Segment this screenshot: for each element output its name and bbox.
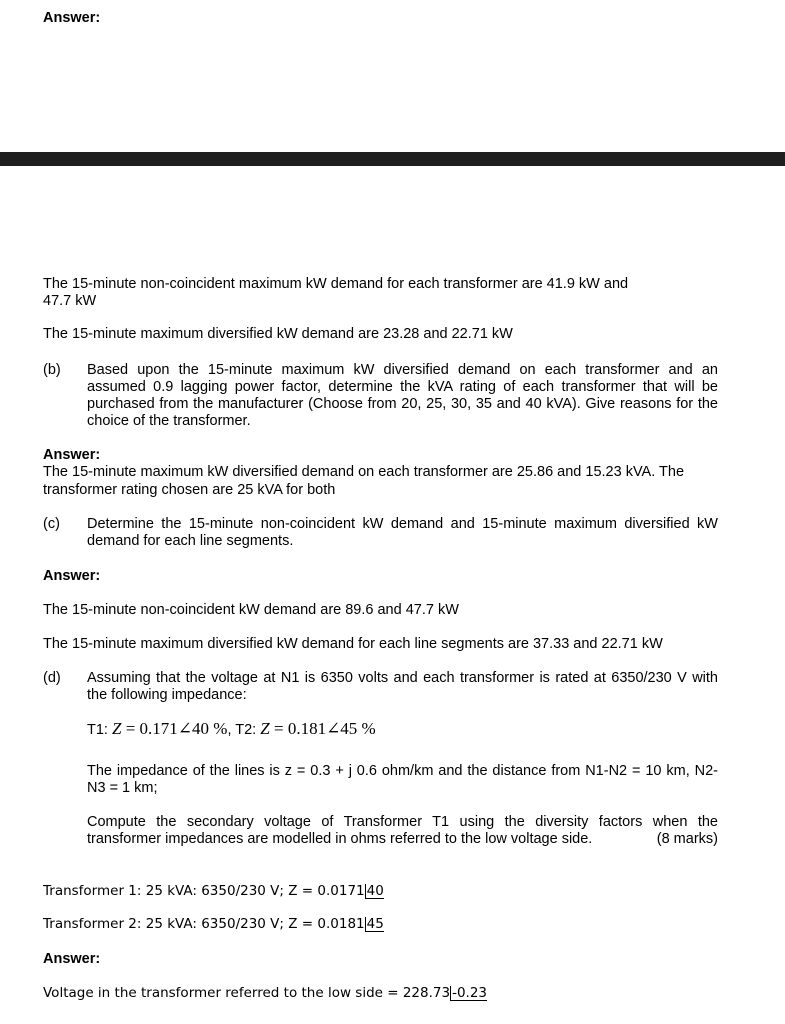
part-c-answer-line1: The 15-minute non-coincident kW demand are 89.6 and 47.7 kW xyxy=(43,602,459,618)
t2-impedance-formula xyxy=(260,719,375,738)
transformer-1-spec xyxy=(43,883,384,900)
transformer-1-angle: 40 xyxy=(366,883,384,899)
final-answer xyxy=(43,985,487,1002)
part-b-question: Based upon the 15-minute maximum kW diversified demand on each transformer and an assumed 0.9 lagging power factor, determine the kVA rating of each transformer that will be purchased from the manufacturer (Choose from 20, 25, 30, 35 and 40 kVA). Give reasons for the choice of the transformer. xyxy=(87,362,718,429)
t2-z-symbol: Z xyxy=(260,719,270,738)
part-b-answer-line1: The 15-minute maximum kW diversified demand on each transformer are 25.86 and 15.23 kVA. The xyxy=(43,464,685,480)
part-d-label: (d) xyxy=(43,670,61,686)
answer-label-c: Answer: xyxy=(43,568,101,584)
answer-label-d: Answer: xyxy=(43,951,101,967)
t1-equals: = xyxy=(121,719,140,738)
compute-instruction-text: Compute the secondary voltage of Transformer T1 using the diversity factors when the transformer impedances are modelled in ohms referred to the low voltage side. xyxy=(87,814,718,847)
impedance-equations xyxy=(87,720,376,739)
part-c-question: Determine the 15-minute non-coincident kW demand and 15-minute maximum diversified kW demand for each line segments. xyxy=(87,516,718,549)
diversified-note: The 15-minute maximum diversified kW demand are 23.28 and 22.71 kW xyxy=(43,326,513,342)
t1-z-symbol: Z xyxy=(111,719,122,738)
page-divider-bar xyxy=(0,152,785,166)
transformer-2-spec xyxy=(43,916,384,933)
final-answer-text: Voltage in the transformer referred to the low side = 228.73 xyxy=(43,985,451,1001)
noncoincident-note-line1: The 15-minute non-coincident maximum kW demand for each transformer are 41.9 kW and xyxy=(43,276,629,292)
t1-impedance-value: 0.171∠40 % xyxy=(139,719,228,738)
answer-label-top: Answer: xyxy=(43,10,101,26)
transformer-1-spec-text: Transformer 1: 25 kVA: 6350/230 V; Z = 0.0171 xyxy=(43,883,365,899)
transformer-2-spec-text: Transformer 2: 25 kVA: 6350/230 V; Z = 0.0181 xyxy=(43,916,365,932)
t2-impedance-value: 0.181∠45 % xyxy=(287,719,376,738)
impedance-separator: , xyxy=(227,722,232,738)
part-c-label: (c) xyxy=(43,516,60,532)
t2-equals: = xyxy=(269,719,288,738)
part-d-question: Assuming that the voltage at N1 is 6350 volts and each transformer is rated at 6350/230 V with the following impedance: xyxy=(87,670,718,703)
t1-impedance-formula xyxy=(112,719,227,738)
part-c-answer-line2: The 15-minute maximum diversified kW demand for each line segments are 37.33 and 22.71 kW xyxy=(43,636,663,652)
part-b-answer-line2: transformer rating chosen are 25 kVA for both xyxy=(43,482,336,498)
marks-label: (8 marks) xyxy=(656,831,718,847)
part-b-label: (b) xyxy=(43,362,61,378)
t2-impedance-label: T2: xyxy=(235,722,257,738)
final-answer-angle: -0.23 xyxy=(452,985,488,1001)
noncoincident-note-line2: 47.7 kW xyxy=(43,293,97,309)
answer-label-b: Answer: xyxy=(43,447,101,463)
compute-instruction xyxy=(87,814,718,848)
line-impedance-text: The impedance of the lines is z = 0.3 + j 0.6 ohm/km and the distance from N1-N2 = 10 km, N2-N3 = 1 km; xyxy=(87,763,718,796)
transformer-2-angle: 45 xyxy=(366,916,384,932)
t1-impedance-label: T1: xyxy=(87,722,108,738)
